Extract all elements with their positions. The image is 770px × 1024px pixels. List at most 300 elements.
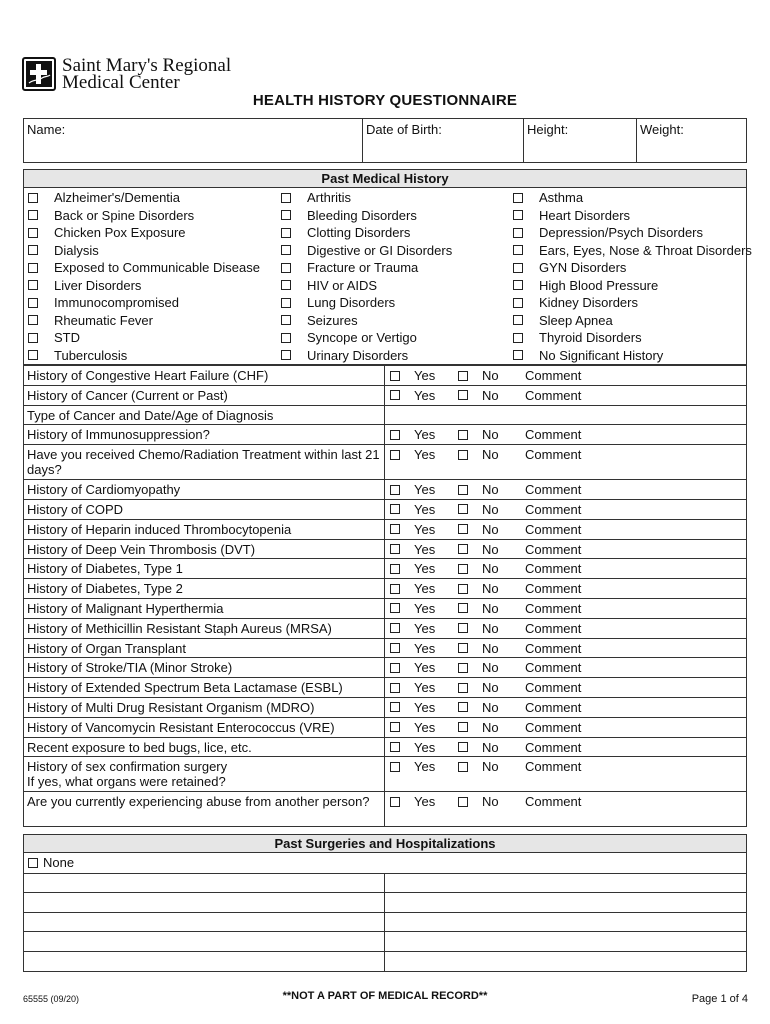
condition-checkbox[interactable] — [28, 245, 38, 255]
no-option[interactable] — [458, 660, 499, 675]
dob-field[interactable] — [363, 119, 524, 162]
yes-label: Yes — [414, 699, 436, 715]
no-option[interactable] — [458, 388, 499, 403]
condition-label: Back or Spine Disorders — [54, 207, 195, 223]
comment-label: Comment — [525, 719, 582, 735]
yes-label: Yes — [414, 561, 436, 577]
yes-label: Yes — [414, 620, 436, 636]
surgery-entry-left[interactable] — [24, 913, 385, 932]
condition-checkbox[interactable] — [281, 280, 291, 290]
height-label: Height: — [527, 122, 569, 137]
condition-item[interactable] — [513, 329, 752, 347]
comment-label: Comment — [525, 387, 582, 403]
question-answer-cell[interactable] — [385, 386, 746, 405]
yes-option[interactable] — [390, 720, 435, 735]
no-checkbox[interactable] — [458, 390, 468, 400]
question-answer-cell[interactable] — [385, 738, 746, 757]
condition-checkbox[interactable] — [281, 193, 291, 203]
yes-checkbox[interactable] — [390, 722, 400, 732]
condition-checkbox[interactable] — [28, 315, 38, 325]
name-label: Name: — [27, 122, 66, 137]
yes-checkbox[interactable] — [390, 485, 400, 495]
none-checkbox[interactable] — [28, 858, 38, 868]
surgery-entry-right[interactable] — [385, 913, 746, 932]
yes-label: Yes — [414, 368, 436, 383]
comment-label: Comment — [525, 427, 582, 443]
question-answer-cell[interactable] — [385, 658, 746, 677]
yes-option[interactable] — [390, 660, 435, 675]
no-label: No — [482, 680, 499, 696]
question-answer-cell[interactable] — [385, 599, 746, 618]
question-label: Have you received Chemo/Radiation Treatment within last 21 days? — [24, 445, 385, 479]
yes-label: Yes — [414, 600, 436, 616]
condition-item[interactable] — [281, 277, 452, 295]
no-checkbox[interactable] — [458, 702, 468, 712]
question-answer-cell[interactable] — [385, 540, 746, 559]
question-answer-cell[interactable] — [385, 698, 746, 717]
no-option[interactable] — [458, 447, 499, 462]
yes-checkbox[interactable] — [390, 603, 400, 613]
yes-option[interactable] — [390, 482, 435, 497]
question-label: History of Diabetes, Type 1 — [24, 559, 385, 578]
surgery-entry-right[interactable] — [385, 952, 746, 971]
condition-label: No Significant History — [539, 347, 664, 363]
no-checkbox[interactable] — [458, 663, 468, 673]
condition-item[interactable] — [281, 207, 452, 225]
yes-option[interactable] — [390, 794, 435, 809]
surgery-entry-left[interactable] — [24, 893, 385, 912]
no-label: No — [482, 447, 499, 463]
yes-label: Yes — [414, 521, 436, 537]
comment-label: Comment — [525, 739, 582, 755]
no-checkbox[interactable] — [458, 504, 468, 514]
condition-checkbox[interactable] — [513, 280, 523, 290]
yes-option[interactable] — [390, 561, 435, 576]
yes-checkbox[interactable] — [390, 450, 400, 460]
no-label: No — [482, 794, 499, 810]
yes-checkbox[interactable] — [390, 371, 400, 381]
comment-label: Comment — [525, 521, 582, 537]
condition-checkbox[interactable] — [281, 263, 291, 273]
weight-label: Weight: — [640, 122, 684, 137]
no-option[interactable] — [458, 680, 499, 695]
condition-checkbox[interactable] — [513, 245, 523, 255]
question-answer-cell[interactable] — [385, 718, 746, 737]
organization-name — [62, 57, 231, 91]
yes-label: Yes — [414, 759, 436, 775]
condition-item[interactable] — [513, 294, 752, 312]
no-checkbox[interactable] — [458, 643, 468, 653]
yes-option[interactable] — [390, 759, 435, 774]
condition-checkbox[interactable] — [28, 350, 38, 360]
question-answer-cell[interactable] — [385, 406, 746, 425]
no-label: No — [482, 699, 499, 715]
no-option[interactable] — [458, 427, 499, 442]
surgery-entry-left[interactable] — [24, 874, 385, 893]
none-checkbox-cell — [24, 853, 746, 873]
history-questions-table — [23, 365, 747, 827]
past-medical-history-heading: Past Medical History — [23, 169, 747, 188]
no-checkbox[interactable] — [458, 797, 468, 807]
no-option[interactable] — [458, 740, 499, 755]
yes-checkbox[interactable] — [390, 762, 400, 772]
condition-label: Kidney Disorders — [539, 295, 638, 310]
question-label: History of Organ Transplant — [24, 639, 385, 658]
condition-item[interactable] — [28, 189, 260, 207]
question-label: History of Deep Vein Thrombosis (DVT) — [24, 540, 385, 559]
question-answer-cell[interactable] — [385, 500, 746, 519]
yes-option[interactable] — [390, 641, 435, 656]
no-checkbox[interactable] — [458, 603, 468, 613]
yes-option[interactable] — [390, 522, 435, 537]
past-surgeries-table — [23, 853, 747, 972]
condition-checkbox[interactable] — [28, 193, 38, 203]
form-code: 65555 (09/20) — [23, 994, 80, 1004]
surgery-entry-row — [24, 892, 746, 912]
condition-item[interactable] — [513, 242, 752, 260]
condition-checkbox[interactable] — [513, 298, 523, 308]
no-label: No — [482, 660, 499, 676]
condition-label: Immunocompromised — [54, 295, 179, 310]
condition-label: Sleep Apnea — [539, 312, 613, 328]
condition-item[interactable] — [513, 259, 752, 277]
condition-label: Urinary Disorders — [307, 347, 409, 363]
question-label: History of Malignant Hyperthermia — [24, 599, 385, 618]
yes-label: Yes — [414, 719, 436, 735]
question-answer-cell[interactable] — [385, 520, 746, 539]
yes-checkbox[interactable] — [390, 524, 400, 534]
question-row — [24, 697, 746, 717]
no-checkbox[interactable] — [458, 623, 468, 633]
no-option[interactable] — [458, 581, 499, 596]
no-option[interactable] — [458, 502, 499, 517]
none-label: None — [43, 855, 75, 871]
org-name-line2: Medical Center — [62, 72, 180, 93]
condition-checkbox[interactable] — [281, 245, 291, 255]
condition-item[interactable] — [28, 277, 260, 295]
question-answer-cell[interactable] — [385, 639, 746, 658]
question-label: History of Immunosuppression? — [24, 425, 385, 444]
question-row — [24, 499, 746, 519]
yes-checkbox[interactable] — [390, 702, 400, 712]
condition-item[interactable] — [281, 242, 452, 260]
condition-item[interactable] — [28, 294, 260, 312]
comment-label: Comment — [525, 640, 582, 656]
condition-item[interactable] — [281, 189, 452, 207]
condition-label: High Blood Pressure — [539, 277, 659, 293]
condition-label: Tuberculosis — [54, 347, 128, 363]
no-option[interactable] — [458, 522, 499, 537]
condition-item[interactable] — [28, 224, 260, 242]
question-row — [24, 618, 746, 638]
condition-label: Depression/Psych Disorders — [539, 225, 704, 240]
no-option[interactable] — [458, 700, 499, 715]
condition-item[interactable] — [281, 224, 452, 242]
question-label: History of Methicillin Resistant Staph Aureus (MRSA) — [24, 619, 385, 638]
question-answer-cell[interactable] — [385, 480, 746, 499]
past-surgeries-heading: Past Surgeries and Hospitalizations — [23, 834, 747, 853]
question-row — [24, 444, 746, 479]
condition-label: Seizures — [307, 312, 358, 328]
yes-option[interactable] — [390, 581, 435, 596]
yes-checkbox[interactable] — [390, 390, 400, 400]
condition-item[interactable] — [513, 277, 752, 295]
height-field[interactable] — [524, 119, 637, 162]
condition-checkbox[interactable] — [28, 280, 38, 290]
no-label: No — [482, 739, 499, 755]
condition-checkbox[interactable] — [513, 333, 523, 343]
surgery-entry-row — [24, 912, 746, 932]
condition-label: Ears, Eyes, Nose & Throat Disorders — [539, 242, 752, 258]
condition-label: STD — [54, 330, 80, 345]
yes-option[interactable] — [390, 621, 435, 636]
yes-label: Yes — [414, 541, 436, 557]
yes-checkbox[interactable] — [390, 504, 400, 514]
condition-item[interactable] — [281, 259, 452, 277]
condition-label: Liver Disorders — [54, 277, 142, 293]
condition-item[interactable] — [28, 312, 260, 330]
surgery-entry-left[interactable] — [24, 952, 385, 971]
condition-checkbox[interactable] — [28, 298, 38, 308]
condition-item[interactable] — [28, 207, 260, 225]
question-label: Are you currently experiencing abuse from another person? — [24, 792, 385, 826]
condition-checkbox[interactable] — [281, 298, 291, 308]
no-option[interactable] — [458, 561, 499, 576]
no-checkbox[interactable] — [458, 371, 468, 381]
yes-checkbox[interactable] — [390, 430, 400, 440]
no-label: No — [482, 521, 499, 537]
comment-label: Comment — [525, 794, 582, 810]
comment-label: Comment — [525, 699, 582, 715]
question-answer-cell[interactable] — [385, 792, 746, 826]
question-row — [24, 737, 746, 757]
condition-checkbox[interactable] — [513, 315, 523, 325]
yes-checkbox[interactable] — [390, 623, 400, 633]
no-option[interactable] — [458, 621, 499, 636]
no-checkbox[interactable] — [458, 762, 468, 772]
yes-label: Yes — [414, 447, 436, 463]
condition-item[interactable] — [513, 312, 752, 330]
condition-checkbox[interactable] — [28, 228, 38, 238]
condition-label: Syncope or Vertigo — [307, 330, 417, 345]
yes-checkbox[interactable] — [390, 742, 400, 752]
comment-label: Comment — [525, 447, 582, 463]
no-checkbox[interactable] — [458, 564, 468, 574]
yes-option[interactable] — [390, 368, 435, 383]
condition-checkbox[interactable] — [28, 210, 38, 220]
condition-checkbox[interactable] — [28, 263, 38, 273]
question-answer-cell[interactable] — [385, 425, 746, 444]
conditions-checklist — [23, 188, 752, 365]
no-checkbox[interactable] — [458, 584, 468, 594]
question-label: History of Vancomycin Resistant Enterococcus (VRE) — [24, 718, 385, 737]
question-label: Type of Cancer and Date/Age of Diagnosis — [24, 406, 385, 425]
yes-label: Yes — [414, 660, 436, 676]
yes-label: Yes — [414, 581, 436, 597]
organization-logo — [22, 57, 231, 93]
condition-label: Alzheimer's/Dementia — [54, 190, 181, 205]
no-checkbox[interactable] — [458, 544, 468, 554]
no-checkbox[interactable] — [458, 450, 468, 460]
yes-label: Yes — [414, 482, 436, 498]
condition-checkbox[interactable] — [281, 210, 291, 220]
comment-label: Comment — [525, 581, 582, 597]
no-label: No — [482, 427, 499, 443]
yes-checkbox[interactable] — [390, 544, 400, 554]
condition-item[interactable] — [281, 294, 452, 312]
yes-option[interactable] — [390, 447, 435, 462]
condition-label: Thyroid Disorders — [539, 330, 642, 345]
org-name-line1: Saint Mary's Regional — [62, 55, 232, 76]
condition-label: Asthma — [539, 190, 584, 205]
no-label: No — [482, 501, 499, 517]
yes-option[interactable] — [390, 502, 435, 517]
condition-item[interactable] — [281, 347, 452, 365]
condition-checkbox[interactable] — [513, 210, 523, 220]
yes-option[interactable] — [390, 680, 435, 695]
condition-checkbox[interactable] — [513, 193, 523, 203]
hospital-logo-icon — [22, 57, 56, 91]
question-answer-cell[interactable] — [385, 757, 746, 791]
condition-label: Lung Disorders — [307, 295, 396, 310]
no-option[interactable] — [458, 542, 499, 557]
no-checkbox[interactable] — [458, 485, 468, 495]
question-label: Recent exposure to bed bugs, lice, etc. — [24, 738, 385, 757]
question-answer-cell[interactable] — [385, 366, 746, 385]
yes-option[interactable] — [390, 388, 435, 403]
yes-checkbox[interactable] — [390, 797, 400, 807]
surgery-entry-left[interactable] — [24, 932, 385, 951]
yes-option[interactable] — [390, 601, 435, 616]
no-label: No — [482, 541, 499, 557]
question-row — [24, 598, 746, 618]
no-checkbox[interactable] — [458, 742, 468, 752]
yes-checkbox[interactable] — [390, 663, 400, 673]
condition-checkbox[interactable] — [281, 228, 291, 238]
condition-item[interactable] — [28, 347, 260, 365]
no-label: No — [482, 387, 499, 403]
condition-checkbox[interactable] — [28, 333, 38, 343]
yes-label: Yes — [414, 794, 436, 810]
condition-label: Chicken Pox Exposure — [54, 225, 186, 240]
condition-item[interactable] — [513, 224, 752, 242]
question-row — [24, 558, 746, 578]
no-checkbox[interactable] — [458, 683, 468, 693]
no-option[interactable] — [458, 601, 499, 616]
condition-checkbox[interactable] — [513, 263, 523, 273]
conditions-column-1 — [28, 189, 260, 364]
surgery-entry-right[interactable] — [385, 893, 746, 912]
condition-label: Heart Disorders — [539, 207, 631, 223]
no-option[interactable] — [458, 368, 499, 383]
condition-item[interactable] — [28, 259, 260, 277]
question-answer-cell[interactable] — [385, 445, 746, 479]
question-label: History of COPD — [24, 500, 385, 519]
condition-item[interactable] — [28, 242, 260, 260]
surgery-entry-row — [24, 931, 746, 951]
condition-item[interactable] — [513, 347, 752, 365]
condition-checkbox[interactable] — [281, 350, 291, 360]
condition-checkbox[interactable] — [513, 228, 523, 238]
condition-label: Clotting Disorders — [307, 225, 411, 240]
condition-item[interactable] — [281, 329, 452, 347]
condition-checkbox[interactable] — [281, 333, 291, 343]
condition-item[interactable] — [28, 329, 260, 347]
comment-label: Comment — [525, 482, 582, 498]
no-option[interactable] — [458, 482, 499, 497]
no-option[interactable] — [458, 759, 499, 774]
no-option[interactable] — [458, 794, 499, 809]
yes-checkbox[interactable] — [390, 683, 400, 693]
condition-item[interactable] — [281, 312, 452, 330]
question-answer-cell[interactable] — [385, 579, 746, 598]
condition-label: HIV or AIDS — [307, 277, 378, 293]
condition-checkbox[interactable] — [281, 315, 291, 325]
question-answer-cell[interactable] — [385, 678, 746, 697]
question-label: History of Stroke/TIA (Minor Stroke) — [24, 658, 385, 677]
condition-item[interactable] — [513, 189, 752, 207]
question-row — [24, 365, 746, 385]
question-row — [24, 756, 746, 791]
no-label: No — [482, 719, 499, 735]
no-option[interactable] — [458, 720, 499, 735]
no-checkbox[interactable] — [458, 722, 468, 732]
question-row — [24, 424, 746, 444]
no-option[interactable] — [458, 641, 499, 656]
question-row — [24, 638, 746, 658]
question-answer-cell[interactable] — [385, 559, 746, 578]
no-label: No — [482, 600, 499, 616]
dob-label: Date of Birth: — [366, 122, 442, 137]
yes-label: Yes — [414, 501, 436, 517]
yes-checkbox[interactable] — [390, 584, 400, 594]
condition-label: Rheumatic Fever — [54, 312, 153, 328]
condition-label: Fracture or Trauma — [307, 260, 419, 275]
question-row — [24, 519, 746, 539]
yes-option[interactable] — [390, 740, 435, 755]
surgery-entry-row — [24, 951, 746, 971]
yes-checkbox[interactable] — [390, 643, 400, 653]
yes-label: Yes — [414, 739, 436, 755]
question-row — [24, 677, 746, 697]
weight-field[interactable] — [637, 119, 746, 162]
question-label: History of Cardiomyopathy — [24, 480, 385, 499]
surgery-entry-right[interactable] — [385, 932, 746, 951]
comment-label: Comment — [525, 660, 582, 676]
yes-checkbox[interactable] — [390, 564, 400, 574]
page-number: Page 1 of 4 — [691, 993, 748, 1005]
no-checkbox[interactable] — [458, 430, 468, 440]
surgery-entry-right[interactable] — [385, 874, 746, 893]
question-row — [24, 791, 746, 826]
yes-option[interactable] — [390, 427, 435, 442]
conditions-column-3 — [513, 189, 752, 364]
question-row — [24, 405, 746, 425]
question-answer-cell[interactable] — [385, 619, 746, 638]
name-field[interactable] — [24, 119, 363, 162]
no-label: No — [482, 561, 499, 577]
no-label: No — [482, 759, 499, 775]
yes-label: Yes — [414, 680, 436, 696]
yes-option[interactable] — [390, 542, 435, 557]
comment-label: Comment — [525, 759, 582, 775]
yes-label: Yes — [414, 640, 436, 656]
condition-checkbox[interactable] — [513, 350, 523, 360]
condition-item[interactable] — [513, 207, 752, 225]
record-notice: **NOT A PART OF MEDICAL RECORD** — [282, 990, 488, 1002]
no-checkbox[interactable] — [458, 524, 468, 534]
yes-option[interactable] — [390, 700, 435, 715]
